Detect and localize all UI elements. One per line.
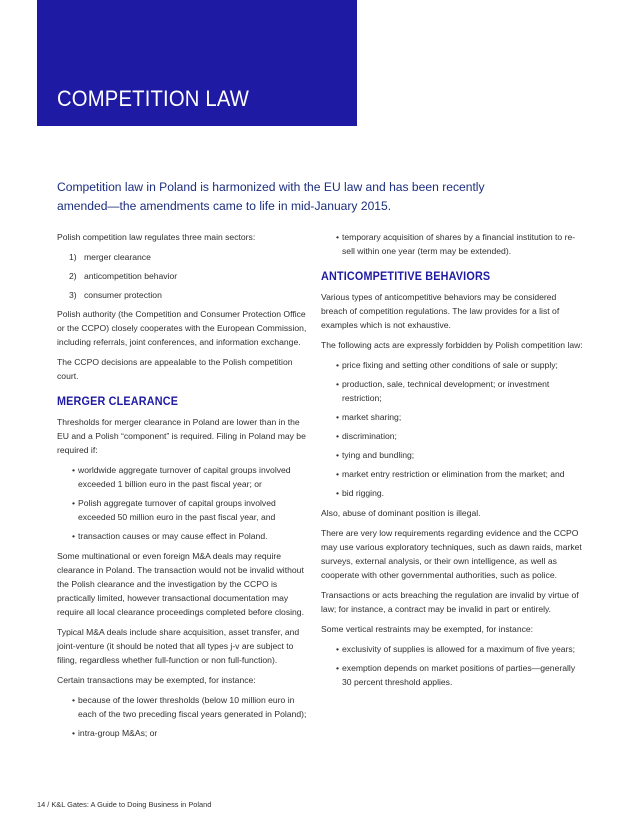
left-column (57, 230, 313, 746)
list-item (57, 269, 313, 283)
list-item (321, 448, 583, 462)
list-item (321, 486, 583, 500)
appeal-paragraph: The CCPO decisions are appealable to the Polish competition court. (57, 357, 293, 381)
invalid-transactions-paragraph: Transactions or acts breaching the regulation are invalid by virtue of law; for instance, a contract may be invalid in part or entirely. (321, 590, 579, 614)
list-item (321, 661, 583, 689)
list-item (57, 250, 313, 264)
list-item (321, 377, 583, 405)
exempt-bullets-continued (321, 230, 583, 258)
behaviors-paragraph: Various types of anticompetitive behaviors may be considered breach of competition regulations. The law provides for a list of examples which is not exhaustive. (321, 292, 560, 330)
list-text: bid rigging. (342, 488, 385, 498)
list-text: discrimination; (342, 431, 397, 441)
bullet-icon: • (72, 531, 76, 541)
exempt-bullets (57, 693, 313, 740)
list-text: tying and bundling; (342, 450, 415, 460)
list-item (57, 463, 313, 491)
list-text: transaction causes or may cause effect in Poland. (78, 531, 268, 541)
bullet-icon: • (336, 488, 340, 498)
list-item (321, 429, 583, 443)
bullet-icon: • (336, 431, 340, 441)
sectors-list (57, 250, 313, 302)
list-item (321, 642, 583, 656)
bullet-icon: • (72, 695, 76, 705)
list-text: intra-group M&As; or (78, 728, 158, 738)
page-footer: 14 / K&L Gates: A Guide to Doing Business in Poland (37, 800, 212, 809)
intro-line-1: Competition law in Poland is harmonized with the EU law and has been recently (57, 180, 485, 194)
bullet-icon: • (336, 644, 340, 654)
list-text: worldwide aggregate turnover of capital groups involved exceeded 1 billion euro in the past fiscal year; or (78, 465, 291, 489)
anticompetitive-heading: ANTICOMPETITIVE BEHAVIORS (321, 269, 491, 283)
authority-paragraph: Polish authority (the Competition and Consumer Protection Office or the CCPO) closely cooperates with the European Commission, including referrals, joint conferences, and information exchange. (57, 309, 307, 347)
title-banner (37, 0, 357, 126)
bullet-icon: • (336, 663, 340, 673)
list-item (57, 496, 313, 524)
evidence-paragraph: There are very low requirements regarding evidence and the CCPO may use various exploratory techniques, such as dawn raids, market surveys, external analysis, or their own intelligence, as well as cooperate with other governmental authorities, such as police. (321, 528, 582, 580)
bullet-icon: • (336, 360, 340, 370)
list-number: 3) (69, 290, 77, 300)
list-text: because of the lower thresholds (below 10 million euro in each of the two preceding fiscal years generated in Poland); (78, 695, 307, 719)
intro-paragraph (57, 178, 597, 215)
list-text: production, sale, technical development; or investment restriction; (342, 379, 550, 403)
list-text: market entry restriction or elimination from the market; and (342, 469, 565, 479)
list-item (321, 410, 583, 424)
dominant-position-paragraph: Also, abuse of dominant position is illegal. (321, 508, 481, 518)
list-text: price fixing and setting other conditions of sale or supply; (342, 360, 558, 370)
list-text: anticompetition behavior (84, 271, 178, 281)
list-item (57, 288, 313, 302)
list-text: temporary acquisition of shares by a financial institution to re-sell within one year (term may be extended). (342, 232, 576, 256)
bullet-icon: • (336, 469, 340, 479)
bullet-icon: • (72, 465, 76, 475)
page-title: COMPETITION LAW (57, 86, 250, 111)
list-item (321, 358, 583, 372)
multinational-paragraph: Some multinational or even foreign M&A deals may require clearance in Poland. The transaction would not be invalid without the Polish clearance and the investigation by the CCPO is practically limited, however transactional documentation may require all local clearance proceedings completed before closing. (57, 551, 304, 617)
vertical-bullets (321, 642, 583, 689)
sectors-intro: Polish competition law regulates three main sectors: (57, 232, 256, 242)
exempted-intro: Certain transactions may be exempted, for instance: (57, 675, 256, 685)
list-number: 2) (69, 271, 77, 281)
list-item (321, 230, 583, 258)
bullet-icon: • (336, 412, 340, 422)
list-text: merger clearance (84, 252, 151, 262)
typical-deals-paragraph: Typical M&A deals include share acquisition, asset transfer, and joint-venture (it should be noted that all types j-v are subject to filing, regardless whether full-function or non full-function). (57, 627, 300, 665)
forbidden-bullets (321, 358, 583, 500)
list-text: consumer protection (84, 290, 162, 300)
list-item (321, 467, 583, 481)
bullet-icon: • (336, 450, 340, 460)
thresholds-paragraph: Thresholds for merger clearance in Poland are lower than in the EU and a Polish “component” is required. Filing in Poland may be required if: (57, 417, 306, 455)
list-text: exclusivity of supplies is allowed for a maximum of five years; (342, 644, 576, 654)
list-item (57, 693, 313, 721)
list-text: Polish aggregate turnover of capital groups involved exceeded 50 million euro in the past fiscal year, and (78, 498, 276, 522)
merger-clearance-heading: MERGER CLEARANCE (57, 394, 179, 408)
list-text: market sharing; (342, 412, 402, 422)
bullet-icon: • (336, 232, 340, 242)
vertical-restraints-intro: Some vertical restraints may be exempted, for instance: (321, 624, 534, 634)
bullet-icon: • (72, 728, 76, 738)
list-item (57, 726, 313, 740)
list-item (57, 529, 313, 543)
forbidden-intro: The following acts are expressly forbidden by Polish competition law: (321, 340, 583, 350)
list-text: exemption depends on market positions of parties—generally 30 percent threshold applies. (342, 663, 576, 687)
bullet-icon: • (336, 379, 340, 389)
list-number: 1) (69, 252, 77, 262)
right-column (321, 230, 583, 695)
bullet-icon: • (72, 498, 76, 508)
intro-line-2: amended—the amendments came to life in mid-January 2015. (57, 198, 392, 213)
merger-bullets (57, 463, 313, 543)
